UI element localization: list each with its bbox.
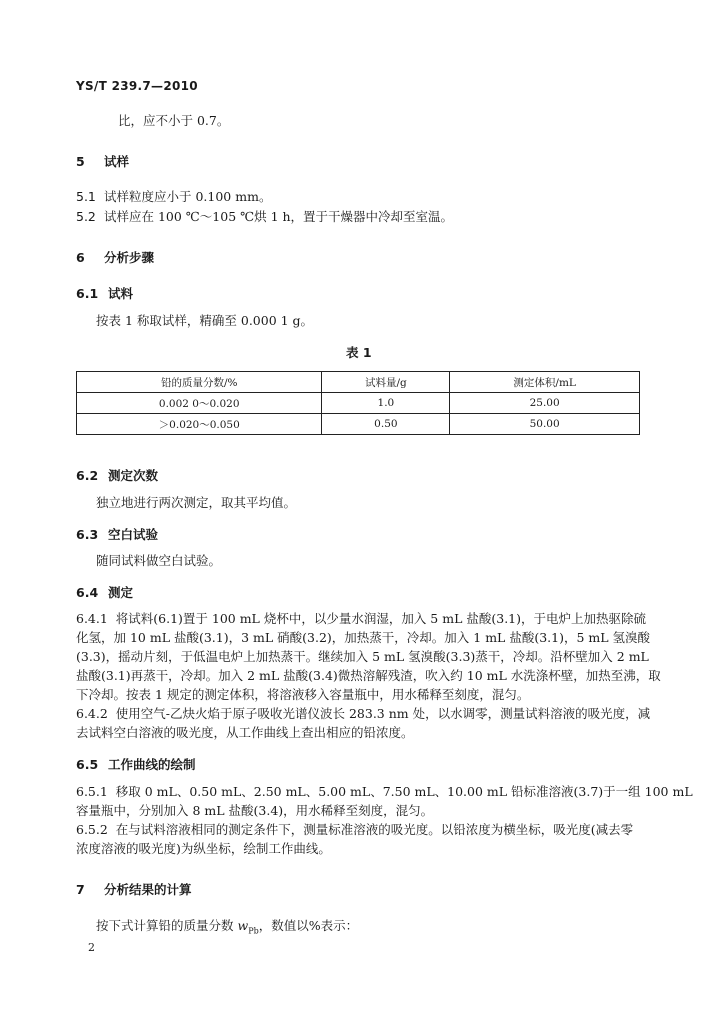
section-7-number: 7	[76, 882, 85, 897]
mass-fraction-symbol: w	[237, 918, 249, 933]
section-5-title: 试样	[104, 154, 130, 169]
para-6-5-2-line-1	[76, 821, 633, 839]
item-5-1-number: 5.1	[76, 189, 96, 204]
section-6-title: 分析步骤	[104, 250, 155, 265]
para-6-5-2-text: 在与试料溶液相同的测定条件下，测量标准溶液的吸光度。以铅浓度为横坐标，吸光度(减去零	[115, 822, 634, 837]
section-6-1-title: 试料	[108, 286, 134, 301]
section-6-4-title: 测定	[108, 585, 134, 600]
para-6-4-2-line-2: 去试料空白溶液的吸光度，从工作曲线上查出相应的铅浓度。	[76, 725, 414, 740]
table-header-cell: 铅的质量分数/%	[77, 372, 322, 393]
section-6-number: 6	[76, 250, 85, 265]
para-6-4-2-number: 6.4.2	[76, 706, 108, 721]
section-6-1-number: 6.1	[76, 286, 99, 301]
para-6-5-2-number: 6.5.2	[76, 822, 108, 837]
section-6-5-number: 6.5	[76, 757, 99, 772]
para-6-4-1-line-2: 化氢，加 10 mL 盐酸(3.1)，3 mL 硝酸(3.2)，加热蒸干，冷却。加入 1 mL 盐酸(3.1)，5 mL 氢溴酸	[76, 630, 651, 645]
para-6-4-1-line-1	[76, 610, 646, 628]
section-6-2-number: 6.2	[76, 468, 99, 483]
section-6-2-heading	[76, 466, 158, 484]
section-7-text	[96, 917, 358, 941]
section-6-2-text: 独立地进行两次测定，取其平均值。	[96, 495, 297, 510]
table-row	[77, 393, 640, 414]
table-cell: 50.00	[450, 414, 640, 435]
table-cell: ＞0.020～0.050	[77, 414, 322, 435]
para-6-4-1-text: 将试料(6.1)置于 100 mL 烧杯中，以少量水润湿，加入 5 mL 盐酸(3.1)，于电炉上加热驱除硫	[115, 611, 646, 626]
table-1-caption: 表 1	[346, 345, 372, 360]
para-6-5-1-text: 移取 0 mL、0.50 mL、2.50 mL、5.00 mL、7.50 mL、10.00 mL 铅标准溶液(3.7)于一组 100 mL	[115, 784, 693, 799]
table-cell: 0.50	[322, 414, 450, 435]
section-6-3-number: 6.3	[76, 527, 99, 542]
table-header-cell: 试料量/g	[322, 372, 450, 393]
para-6-4-1-line-4: 盐酸(3.1)再蒸干，冷却。加入 2 mL 盐酸(3.4)微热溶解残渣，吹入约 10 mL 水洗涤杯壁，加热至沸，取	[76, 668, 661, 683]
para-6-4-1-number: 6.4.1	[76, 611, 108, 626]
section-6-5-title: 工作曲线的绘制	[108, 757, 196, 772]
section-6-3-heading	[76, 525, 158, 543]
continuation-text: 比，应不小于 0.7。	[118, 113, 230, 128]
section-6-heading	[76, 248, 154, 266]
para-6-5-1-line-2: 容量瓶中，分别加入 8 mL 盐酸(3.4)，用水稀释至刻度，混匀。	[76, 803, 434, 818]
table-header-cell: 测定体积/mL	[450, 372, 640, 393]
section-7-title: 分析结果的计算	[104, 882, 192, 897]
item-5-1-text: 试样粒度应小于 0.100 mm。	[104, 189, 272, 204]
section-5-heading	[76, 152, 129, 170]
para-6-4-2-text: 使用空气-乙炔火焰于原子吸收光谱仪波长 283.3 nm 处，以水调零，测量试料溶液的吸光度，减	[115, 706, 651, 721]
section-7-heading	[76, 880, 192, 898]
para-6-5-1-number: 6.5.1	[76, 784, 108, 799]
item-5-2-number: 5.2	[76, 209, 96, 224]
table-header-row	[77, 372, 640, 393]
section-6-5-heading	[76, 755, 196, 773]
section-6-4-heading	[76, 583, 133, 601]
mass-fraction-subscript: Pb	[248, 926, 259, 936]
table-cell: 1.0	[322, 393, 450, 414]
para-6-5-2-line-2: 浓度溶液的吸光度)为纵坐标，绘制工作曲线。	[76, 841, 331, 856]
standard-number: YS/T 239.7—2010	[76, 79, 198, 93]
page-number: 2	[88, 941, 95, 954]
para-6-4-1-line-5: 下冷却。按表 1 规定的测定体积，将溶液移入容量瓶中，用水稀释至刻度，混匀。	[76, 687, 530, 702]
section-7-text-before: 按下式计算铅的质量分数	[96, 918, 238, 933]
section-6-2-title: 测定次数	[108, 468, 159, 483]
section-6-1-text: 按表 1 称取试样，精确至 0.000 1 g。	[96, 313, 314, 328]
section-5-number: 5	[76, 154, 85, 169]
section-7-text-after: ，数值以%表示：	[258, 918, 359, 933]
section-6-1-heading	[76, 284, 133, 302]
table-cell: 25.00	[450, 393, 640, 414]
table-cell: 0.002 0～0.020	[77, 393, 322, 414]
item-5-2	[76, 208, 453, 226]
table-row	[77, 414, 640, 435]
item-5-2-text: 试样应在 100 ℃～105 ℃烘 1 h，置于干燥器中冷却至室温。	[104, 209, 454, 224]
section-6-3-text: 随同试料做空白试验。	[96, 553, 222, 568]
para-6-4-2-line-1	[76, 705, 650, 723]
para-6-5-1-line-1	[76, 783, 693, 801]
table-1	[76, 371, 640, 435]
item-5-1	[76, 188, 271, 206]
section-6-4-number: 6.4	[76, 585, 99, 600]
para-6-4-1-line-3: (3.3)，摇动片刻，于低温电炉上加热蒸干。继续加入 5 mL 氢溴酸(3.3)蒸干，冷却。沿杯壁加入 2 mL	[76, 649, 649, 664]
section-6-3-title: 空白试验	[108, 527, 159, 542]
